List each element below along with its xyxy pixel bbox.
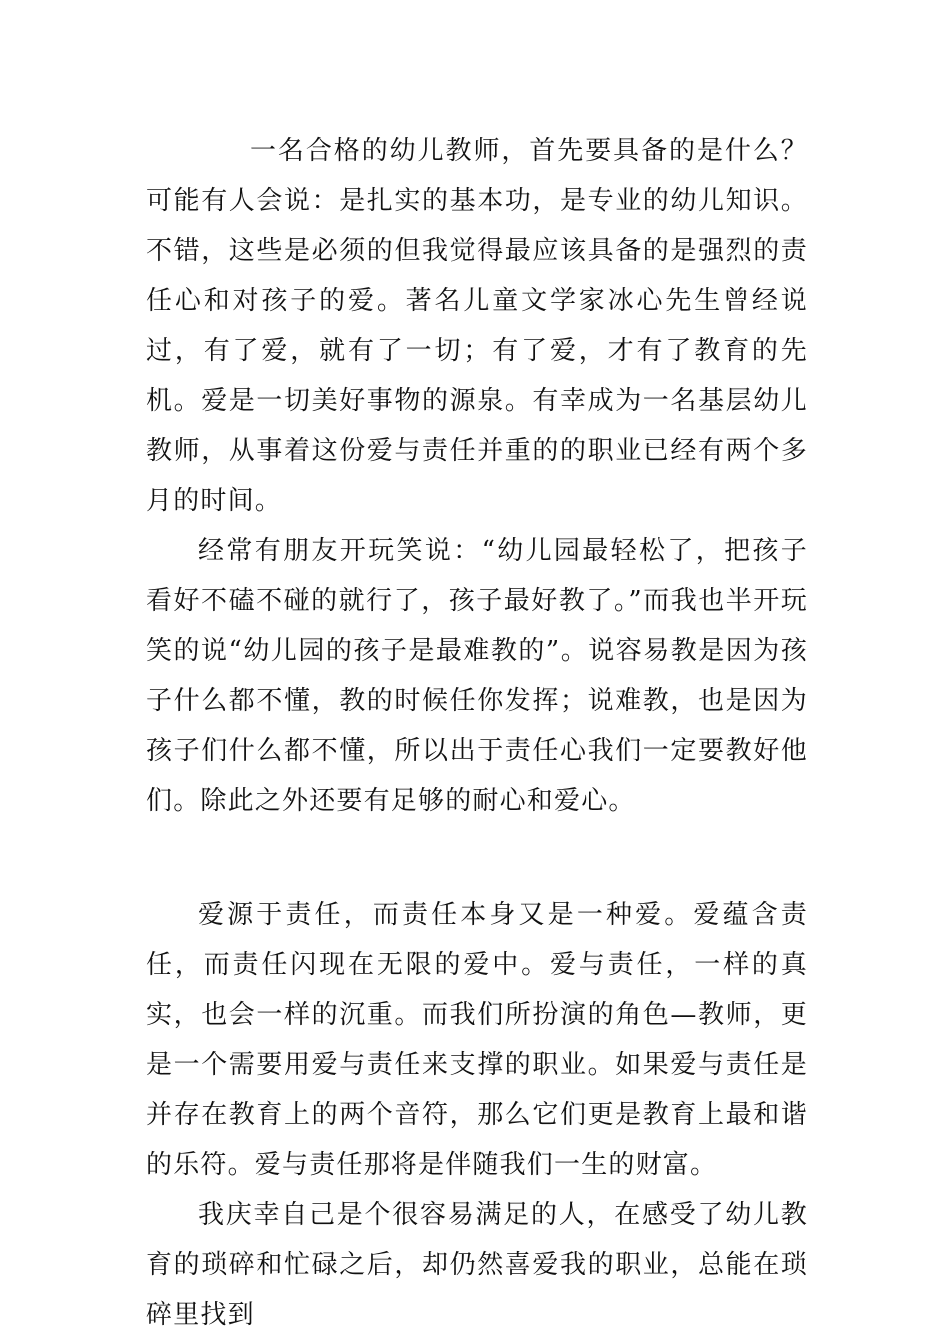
paragraph-gap [146, 826, 808, 890]
paragraph-3: 爱源于责任，而责任本身又是一种爱。爱蕴含责任，而责任闪现在无限的爱中。爱与责任，一样的真实，也会一样的沉重。而我们所扮演的角色—教师，更是一个需要用爱与责任来支撑的职业。如果爱与责任是并存在教育上的两个音符，那么它们更是教育上最和谐的乐符。爱与责任那将是伴随我们一生的财富。 [146, 900, 808, 1180]
paragraph-4: 我庆幸自己是个很容易满足的人，在感受了幼儿教育的琐碎和忙碌之后，却仍然喜爱我的职业，总能在琐碎里找到 [146, 1200, 808, 1330]
paragraph-1: 一名合格的幼儿教师，首先要具备的是什么？可能有人会说：是扎实的基本功，是专业的幼儿知识。不错，这些是必须的但我觉得最应该具备的是强烈的责任心和对孩子的爱。著名儿童文学家冰心先生曾经说过，有了爱，就有了一切；有了爱，才有了教育的先机。爱是一切美好事物的源泉。有幸成为一名基层幼儿教师，从事着这份爱与责任并重的的职业已经有两个多月的时间。 [146, 136, 808, 516]
document-body [146, 126, 808, 1340]
paragraph-2: 经常有朋友开玩笑说：“幼儿园最轻松了，把孩子看好不磕不碰的就行了，孩子最好教了。”而我也半开玩笑的说“幼儿园的孩子是最难教的”。说容易教是因为孩子什么都不懂，教的时候任你发挥；说难教，也是因为孩子们什么都不懂，所以出于责任心我们一定要教好他们。除此之外还要有足够的耐心和爱心。 [146, 536, 808, 816]
